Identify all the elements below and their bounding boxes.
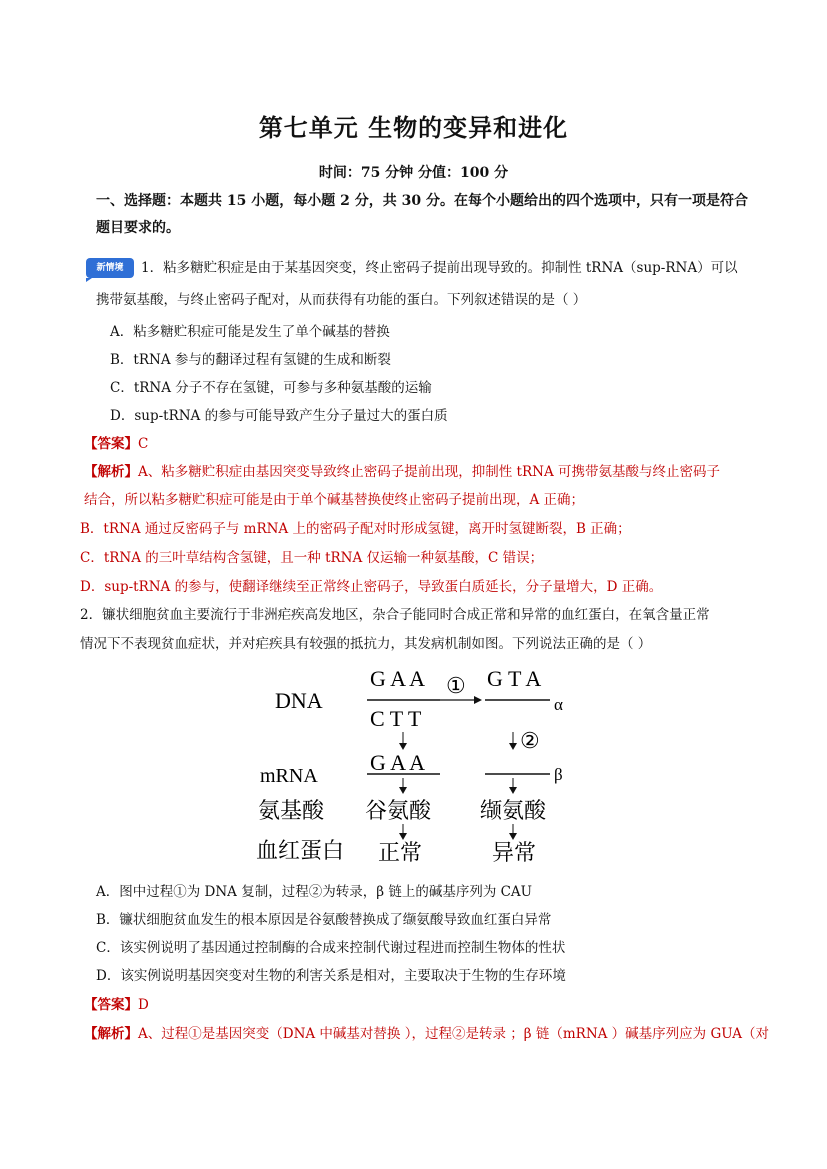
q2-option-c: C．该实例说明了基因通过控制酶的合成来控制代谢过程进而控制生物体的性状 (96, 940, 566, 956)
analysis-text: A、过程①是基因突变（DNA 中碱基对替换 ），过程②是转录 ；β 链（mRNA ）碱基序列应为 GUA（对 (138, 1026, 769, 1042)
amino-acid-normal: 谷氨酸 (365, 798, 432, 823)
sickle-cell-mechanism-figure (250, 660, 580, 870)
arrow-head (509, 787, 517, 794)
row-label-dna: DNA (275, 688, 323, 713)
analysis-label: 【解析】 (84, 1026, 138, 1042)
protein-mutant: 异常 (492, 840, 537, 865)
answer-label: 【答案】 (84, 436, 138, 452)
q2-analysis-line1 (84, 1024, 769, 1044)
q2-answer (84, 995, 149, 1015)
q1-option-b: B．tRNA 参与的翻译过程有氢键的生成和断裂 (110, 352, 391, 368)
answer-label: 【答案】 (84, 997, 138, 1013)
section-heading-line2: 题目要求的。 (96, 220, 180, 236)
arrow-head (399, 833, 407, 840)
q2-stem-line2: 情况下不表现贫血症状，并对疟疾具有较强的抵抗力，其发病机制如图。下列说法正确的是（ ） (80, 636, 652, 652)
q1-option-a: A．粘多糖贮积症可能是发生了单个碱基的替换 (110, 324, 390, 340)
row-label-mrna: mRNA (260, 765, 318, 787)
page-title: 第七单元 生物的变异和进化 (258, 114, 569, 142)
arrow-head (509, 833, 517, 840)
mrna-normal-codon: G A A (370, 750, 426, 775)
mutation-arrow-head (474, 696, 482, 704)
analysis-label: 【解析】 (84, 464, 138, 480)
arrow-head (509, 743, 517, 750)
q2-option-d: D．该实例说明基因突变对生物的利害关系是相对，主要取决于生物的生存环境 (96, 968, 566, 984)
row-label-amino-acid: 氨基酸 (258, 798, 325, 823)
dna-bottom-strand: C T T (370, 706, 422, 731)
amino-acid-mutant: 缬氨酸 (480, 798, 547, 823)
beta-label: β (554, 765, 563, 784)
new-context-badge: 新情境 (86, 258, 134, 278)
q1-analysis-line3: B．tRNA 通过反密码子与 mRNA 上的密码子配对时形成氢键，离开时氢键断裂，B 正确； (80, 521, 631, 537)
q2-option-a: A．图中过程①为 DNA 复制，过程②为转录，β 链上的碱基序列为 CAU (96, 884, 533, 900)
q1-stem-line2: 携带氨基酸，与终止密码子配对，从而获得有功能的蛋白。下列叙述错误的是（ ） (96, 292, 587, 308)
q1-analysis-line1 (84, 462, 720, 482)
row-label-hemoglobin: 血红蛋白 (256, 838, 345, 863)
analysis-text: A、粘多糖贮积症由基因突变导致终止密码子提前出现，抑制性 tRNA 可携带氨基酸与终止密码子 (138, 464, 720, 480)
protein-normal: 正常 (378, 840, 423, 865)
answer-value: D (138, 997, 149, 1013)
q1-stem-line1: 1．粘多糖贮积症是由于某基因突变，终止密码子提前出现导致的。抑制性 tRNA（sup-RNA）可以 (141, 260, 738, 276)
q1-option-d: D．sup-tRNA 的参与可能导致产生分子量过大的蛋白质 (110, 408, 448, 424)
q1-analysis-line4: C．tRNA 的三叶草结构含氢键，且一种 tRNA 仅运输一种氨基酸，C 错误； (80, 550, 544, 566)
dna-top-strand: G A A (370, 666, 426, 691)
q2-option-b: B．镰状细胞贫血发生的根本原因是谷氨酸替换成了缬氨酸导致血红蛋白异常 (96, 912, 552, 928)
mutant-strand: G T A (487, 666, 542, 691)
arrow-head (399, 787, 407, 794)
step-2-marker: ② (520, 728, 540, 753)
step-1-marker: ① (446, 673, 466, 698)
time-score-line: 时间：75 分钟 分值：100 分 (318, 165, 509, 181)
section-heading-line1: 一、选择题：本题共 15 小题，每小题 2 分，共 30 分。在每个小题给出的四个选项中，只有一项是符合 (96, 193, 748, 209)
arrow-head (399, 743, 407, 750)
alpha-label: α (554, 695, 563, 714)
q1-analysis-line2: 结合，所以粘多糖贮积症可能是由于单个碱基替换使终止密码子提前出现，A 正确； (84, 492, 585, 508)
q1-option-c: C．tRNA 分子不存在氢键，可参与多种氨基酸的运输 (110, 380, 432, 396)
answer-value: C (138, 436, 149, 452)
q1-answer (84, 434, 148, 454)
q2-stem-line1: 2．镰状细胞贫血主要流行于非洲疟疾高发地区，杂合子能同时合成正常和异常的血红蛋白，在氧含量正常 (80, 607, 710, 623)
q1-analysis-line5: D．sup-tRNA 的参与，使翻译继续至正常终止密码子，导致蛋白质延长，分子量增大，D 正确。 (80, 579, 663, 595)
